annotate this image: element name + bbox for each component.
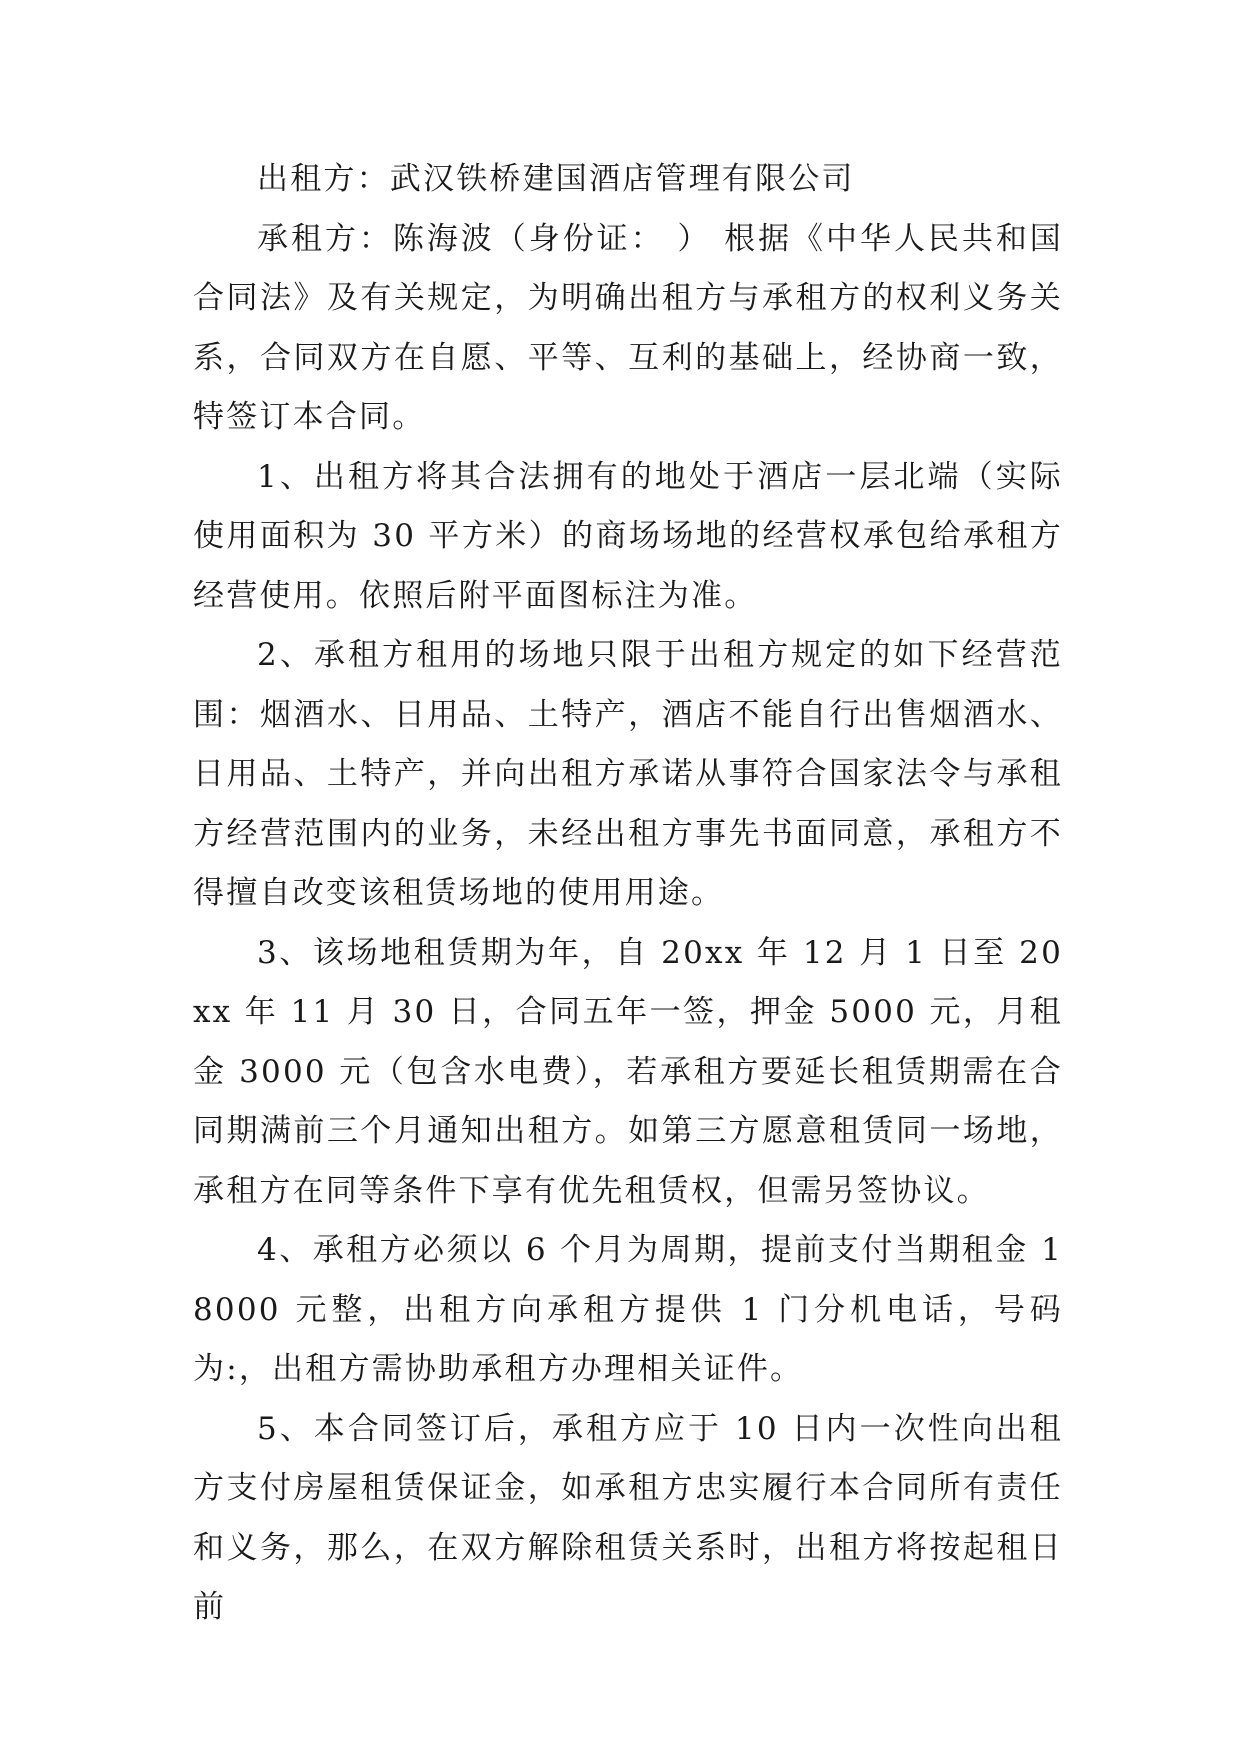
paragraph-clause-4: 4、承租方必须以 6 个月为周期，提前支付当期租金 18000 元整，出租方向承租方提供 1 门分机电话，号码为:，出租方需协助承租方办理相关证件。 (193, 1232, 1063, 1387)
paragraph-clause-5: 5、本合同签订后，承租方应于 10 日内一次性向出租方支付房屋租赁保证金，如承租方忠实履行本合同所有责任和义务，那么，在双方解除租赁关系时，出租方将按起租日前 (193, 1410, 1063, 1625)
document-body (193, 150, 1063, 1638)
paragraph-clause-1: 1、出租方将其合法拥有的地处于酒店一层北端（实际使用面积为 30 平方米）的商场场地的经营权承包给承租方经营使用。依照后附平面图标注为准。 (193, 458, 1063, 614)
paragraph-clause-3: 3、该场地租赁期为年，自 20xx 年 12 月 1 日至 20xx 年 11 月 30 日，合同五年一签，押金 5000 元，月租金 3000 元（包含水电费），若承租方要延长租赁期需在合同期满前三个月通知出租方。如第三方愿意租赁同一场地，承租方在同等条件下享有优先租赁权，但需另签协议。 (193, 934, 1063, 1209)
paragraph-clause-2: 2、承租方租用的场地只限于出租方规定的如下经营范围：烟酒水、日用品、土特产，酒店不能自行出售烟酒水、日用品、土特产，并向出租方承诺从事符合国家法令与承租方经营范围内的业务，未经出租方事先书面同意，承租方不得擅自改变该租赁场地的使用用途。 (193, 637, 1063, 911)
paragraph-lessee-intro: 承租方：陈海波（身份证： ） 根据《中华人民共和国合同法》及有关规定，为明确出租方与承租方的权利义务关系，合同双方在自愿、平等、互利的基础上，经协商一致，特签订本合同。 (193, 220, 1063, 435)
paragraph-lessor: 出租方：武汉铁桥建国酒店管理有限公司 (257, 161, 855, 197)
